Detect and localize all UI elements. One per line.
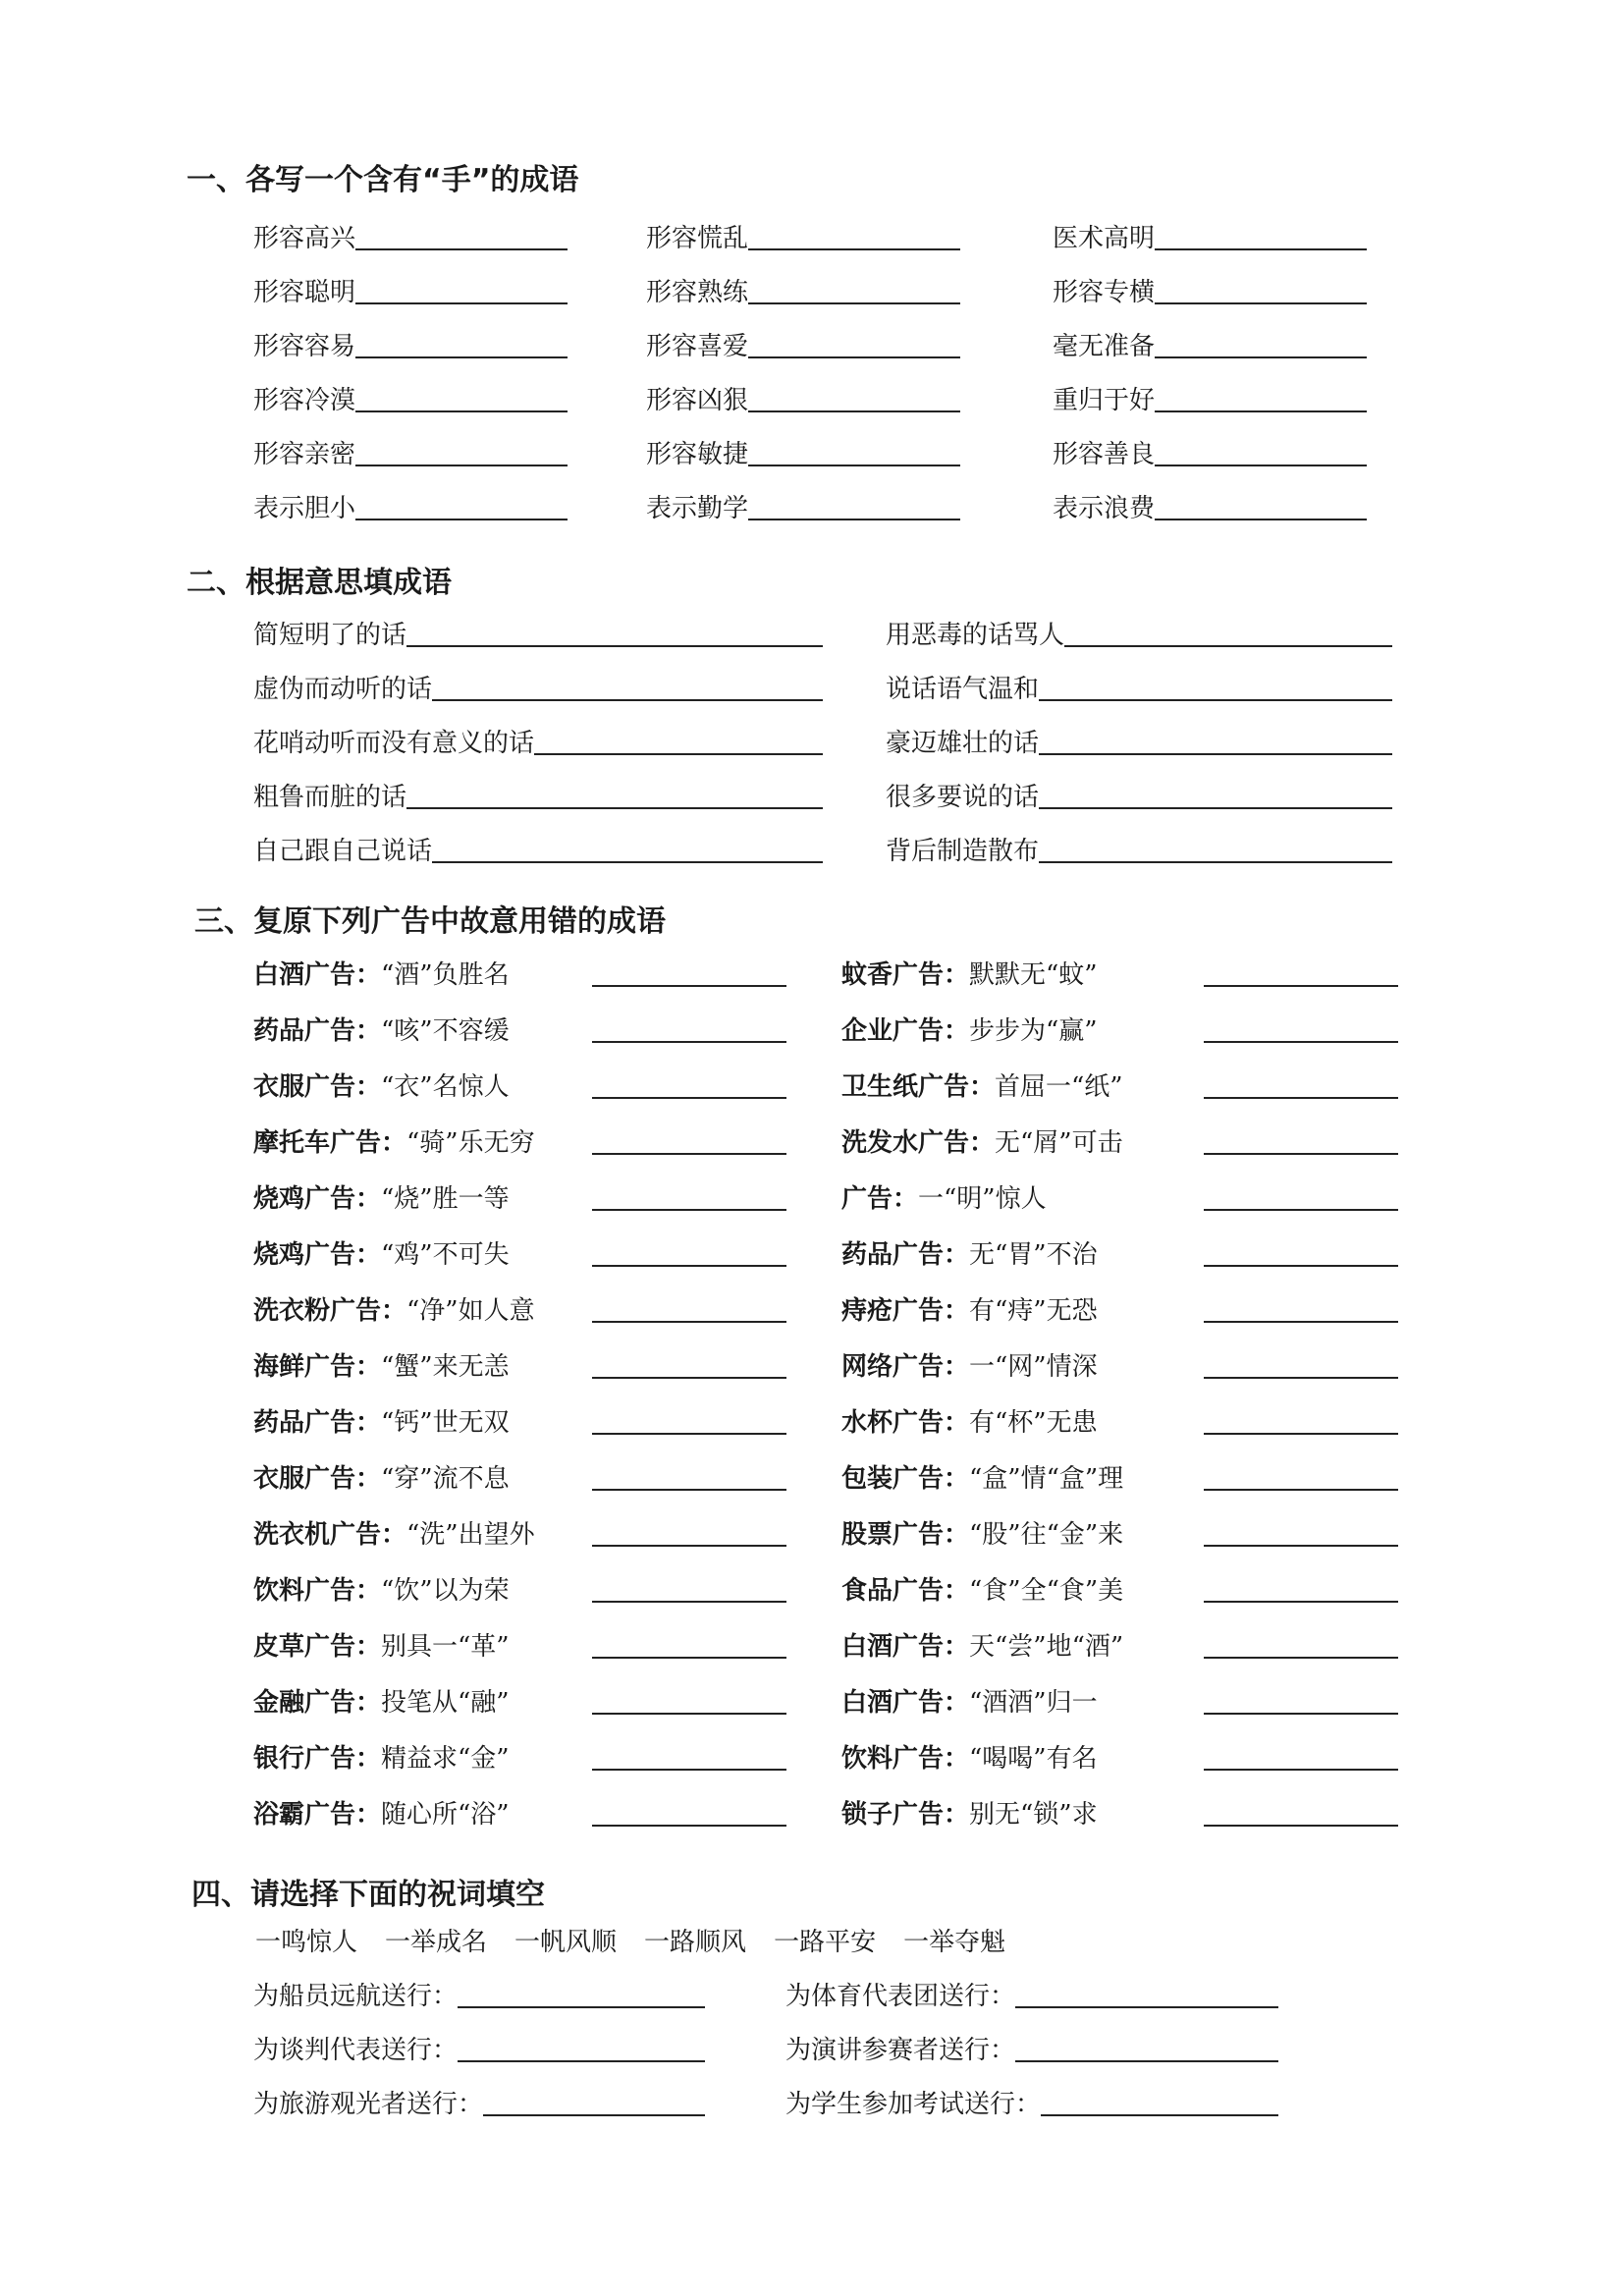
meaning-item	[253, 829, 823, 868]
answer-blank[interactable]	[748, 248, 960, 250]
ad-category: 蚊香广告：	[841, 960, 970, 990]
ad-item	[253, 1736, 510, 1776]
answer-blank[interactable]	[355, 356, 568, 358]
answer-blank[interactable]	[592, 1321, 786, 1323]
ad-item	[253, 1792, 510, 1831]
answer-blank[interactable]	[592, 1489, 786, 1491]
answer-blank[interactable]	[1204, 1041, 1398, 1043]
answer-blank[interactable]	[355, 302, 568, 304]
meaning-item-label: 自己跟自己说话	[253, 837, 433, 866]
answer-blank[interactable]	[592, 1097, 786, 1099]
idiom-item-label: 形容熟练	[646, 278, 749, 307]
ad-category: 衣服广告：	[253, 1464, 382, 1494]
ad-category: 浴霸广告：	[253, 1800, 382, 1830]
section3-title: 三、复原下列广告中故意用错的成语	[194, 904, 666, 939]
answer-blank[interactable]	[1155, 465, 1367, 466]
answer-blank[interactable]	[1039, 753, 1392, 755]
ad-slogan: “烧”胜一等	[381, 1184, 510, 1214]
answer-blank[interactable]	[592, 1825, 786, 1827]
idiom-item	[1053, 216, 1367, 255]
answer-blank[interactable]	[748, 519, 960, 520]
send-off-item	[785, 2082, 1278, 2121]
answer-blank[interactable]	[592, 1433, 786, 1435]
answer-blank[interactable]	[592, 985, 786, 987]
answer-blank[interactable]	[1204, 1153, 1398, 1155]
ad-slogan: 精益求“金”	[381, 1744, 510, 1774]
answer-blank[interactable]	[1204, 1601, 1398, 1603]
answer-blank[interactable]	[458, 2060, 705, 2062]
ad-item	[253, 1456, 510, 1496]
meaning-item-label: 花哨动听而没有意义的话	[253, 729, 535, 758]
ad-item	[841, 1512, 1123, 1552]
answer-blank[interactable]	[592, 1601, 786, 1603]
answer-blank[interactable]	[1015, 2060, 1278, 2062]
ad-category: 海鲜广告：	[253, 1352, 382, 1382]
ad-slogan: “衣”名惊人	[381, 1072, 510, 1102]
answer-blank[interactable]	[406, 807, 823, 809]
idiom-item-label: 形容慌乱	[646, 224, 749, 253]
ad-slogan: 有“痔”无恐	[969, 1296, 1098, 1326]
meaning-item	[253, 721, 823, 760]
answer-blank[interactable]	[592, 1657, 786, 1659]
idiom-item-label: 形容专横	[1053, 278, 1156, 307]
ad-slogan: 一“网”情深	[969, 1352, 1098, 1382]
blessing-option: 一路平安	[774, 1928, 877, 1957]
meaning-item-label: 豪迈雄壮的话	[886, 729, 1040, 758]
ad-slogan: “股”往“金”来	[969, 1520, 1124, 1550]
answer-blank[interactable]	[1204, 1097, 1398, 1099]
answer-blank[interactable]	[592, 1545, 786, 1547]
ad-slogan: “鸡”不可失	[381, 1240, 510, 1270]
ad-category: 锁子广告：	[841, 1800, 970, 1830]
meaning-item	[253, 667, 823, 706]
ad-item	[841, 1568, 1123, 1608]
blessing-option: 一路顺风	[644, 1928, 747, 1957]
meaning-item-label: 说话语气温和	[886, 675, 1040, 704]
ad-item	[841, 953, 1098, 992]
idiom-item	[253, 378, 568, 417]
ad-item	[253, 1568, 510, 1608]
ad-category: 白酒广告：	[253, 960, 382, 990]
send-off-item	[253, 2082, 705, 2121]
idiom-item-label: 形容容易	[253, 332, 356, 361]
ad-category: 食品广告：	[841, 1576, 970, 1606]
ad-slogan: 别无“锁”求	[969, 1800, 1098, 1830]
answer-blank[interactable]	[1204, 1545, 1398, 1547]
ad-category: 烧鸡广告：	[253, 1240, 382, 1270]
answer-blank[interactable]	[1155, 410, 1367, 412]
ad-category: 药品广告：	[253, 1016, 382, 1046]
answer-blank[interactable]	[1039, 807, 1392, 809]
answer-blank[interactable]	[1204, 1489, 1398, 1491]
answer-blank[interactable]	[1204, 1265, 1398, 1267]
ad-item	[253, 1288, 535, 1328]
ad-slogan: 随心所“浴”	[381, 1800, 510, 1830]
blessing-option: 一举夺魁	[903, 1928, 1006, 1957]
ad-category: 饮料广告：	[841, 1744, 970, 1774]
idiom-item	[253, 216, 568, 255]
ad-item	[253, 953, 510, 992]
answer-blank[interactable]	[592, 1041, 786, 1043]
ad-item	[253, 1512, 535, 1552]
answer-blank[interactable]	[1155, 302, 1367, 304]
answer-blank[interactable]	[1204, 1713, 1398, 1715]
send-off-item-label: 为学生参加考试送行：	[785, 2090, 1042, 2119]
send-off-item-label: 为旅游观光者送行：	[253, 2090, 484, 2119]
meaning-item	[886, 613, 1392, 652]
ad-category: 股票广告：	[841, 1520, 970, 1550]
meaning-item	[886, 775, 1392, 814]
answer-blank[interactable]	[1155, 356, 1367, 358]
idiom-item	[253, 324, 568, 363]
ad-item	[841, 1624, 1123, 1664]
ad-slogan: “饮”以为荣	[381, 1576, 510, 1606]
ad-slogan: “酒酒”归一	[969, 1688, 1098, 1718]
ad-category: 洗衣机广告：	[253, 1520, 407, 1550]
meaning-item-label: 虚伪而动听的话	[253, 675, 433, 704]
ad-category: 皮草广告：	[253, 1632, 382, 1662]
ad-slogan: “洗”出望外	[406, 1520, 535, 1550]
answer-blank[interactable]	[1204, 1825, 1398, 1827]
ad-category: 白酒广告：	[841, 1688, 970, 1718]
idiom-item	[646, 216, 960, 255]
ad-item	[253, 1624, 510, 1664]
answer-blank[interactable]	[406, 645, 823, 647]
answer-blank[interactable]	[458, 2006, 705, 2008]
ad-category: 饮料广告：	[253, 1576, 382, 1606]
answer-blank[interactable]	[1039, 861, 1392, 863]
ad-item	[253, 1680, 510, 1720]
answer-blank[interactable]	[534, 753, 823, 755]
idiom-item	[1053, 486, 1367, 525]
idiom-item-label: 形容高兴	[253, 224, 356, 253]
idiom-item-label: 形容聪明	[253, 278, 356, 307]
ad-item	[253, 1009, 510, 1048]
blessing-option: 一帆风顺	[514, 1928, 618, 1957]
answer-blank[interactable]	[1204, 1769, 1398, 1771]
ad-slogan: 天“尝”地“酒”	[969, 1632, 1124, 1662]
meaning-item-label: 很多要说的话	[886, 783, 1040, 812]
ad-slogan: 一“明”惊人	[918, 1184, 1047, 1214]
ad-item	[253, 1121, 535, 1160]
answer-blank[interactable]	[355, 465, 568, 466]
answer-blank[interactable]	[1204, 1209, 1398, 1211]
ad-slogan: 无“屑”可击	[995, 1128, 1123, 1158]
ad-item	[841, 1009, 1098, 1048]
idiom-item	[646, 270, 960, 309]
ad-category: 白酒广告：	[841, 1632, 970, 1662]
answer-blank[interactable]	[355, 519, 568, 520]
ad-slogan: “咳”不容缓	[381, 1016, 510, 1046]
meaning-item-label: 简短明了的话	[253, 621, 407, 650]
ad-slogan: 首屈一“纸”	[995, 1072, 1123, 1102]
ad-item	[841, 1344, 1098, 1384]
ad-slogan: 步步为“赢”	[969, 1016, 1098, 1046]
send-off-item	[785, 2028, 1278, 2067]
blessing-choices	[255, 1922, 1005, 1958]
ad-category: 洗衣粉广告：	[253, 1296, 407, 1326]
ad-category: 广告：	[841, 1184, 919, 1214]
idiom-item	[646, 324, 960, 363]
idiom-item-label: 重归于好	[1053, 386, 1156, 415]
ad-item	[841, 1176, 1047, 1216]
answer-blank[interactable]	[592, 1265, 786, 1267]
meaning-item	[886, 829, 1392, 868]
idiom-item-label: 形容敏捷	[646, 440, 749, 469]
ad-category: 网络广告：	[841, 1352, 970, 1382]
answer-blank[interactable]	[1204, 1321, 1398, 1323]
idiom-item-label: 形容亲密	[253, 440, 356, 469]
ad-slogan: 有“杯”无患	[969, 1408, 1098, 1438]
answer-blank[interactable]	[592, 1209, 786, 1211]
ad-slogan: 默默无“蚊”	[969, 960, 1098, 990]
send-off-item-label: 为谈判代表送行：	[253, 2036, 459, 2065]
ad-slogan: “穿”流不息	[381, 1464, 510, 1494]
idiom-item	[1053, 324, 1367, 363]
ad-item	[253, 1176, 510, 1216]
ad-slogan: “喝喝”有名	[969, 1744, 1098, 1774]
idiom-item-label: 表示胆小	[253, 494, 356, 523]
ad-category: 药品广告：	[841, 1240, 970, 1270]
send-off-item-label: 为体育代表团送行：	[785, 1982, 1016, 2011]
answer-blank[interactable]	[1204, 985, 1398, 987]
ad-category: 银行广告：	[253, 1744, 382, 1774]
ad-item	[841, 1065, 1123, 1104]
idiom-item-label: 表示浪费	[1053, 494, 1156, 523]
ad-category: 烧鸡广告：	[253, 1184, 382, 1214]
answer-blank[interactable]	[748, 410, 960, 412]
idiom-item	[646, 378, 960, 417]
answer-blank[interactable]	[432, 699, 823, 701]
send-off-item-label: 为船员远航送行：	[253, 1982, 459, 2011]
ad-item	[841, 1288, 1098, 1328]
answer-blank[interactable]	[592, 1769, 786, 1771]
ad-category: 衣服广告：	[253, 1072, 382, 1102]
ad-slogan: “净”如人意	[406, 1296, 535, 1326]
ad-category: 洗发水广告：	[841, 1128, 996, 1158]
answer-blank[interactable]	[1204, 1657, 1398, 1659]
meaning-item	[886, 667, 1392, 706]
section1-title: 一、各写一个含有“手”的成语	[187, 163, 579, 197]
meaning-item-label: 粗鲁而脏的话	[253, 783, 407, 812]
ad-slogan: “酒”负胜名	[381, 960, 510, 990]
ad-item	[841, 1400, 1098, 1440]
ad-category: 金融广告：	[253, 1688, 382, 1718]
ad-item	[253, 1232, 510, 1272]
answer-blank[interactable]	[1064, 645, 1392, 647]
idiom-item-label: 形容冷漠	[253, 386, 356, 415]
ad-category: 卫生纸广告：	[841, 1072, 996, 1102]
ad-item	[841, 1121, 1123, 1160]
idiom-item-label: 形容善良	[1053, 440, 1156, 469]
section4-title: 四、请选择下面的祝词填空	[191, 1878, 545, 1912]
idiom-item-label: 形容凶狠	[646, 386, 749, 415]
answer-blank[interactable]	[1204, 1433, 1398, 1435]
idiom-item-label: 医术高明	[1053, 224, 1156, 253]
meaning-item	[253, 775, 823, 814]
meaning-item	[886, 721, 1392, 760]
ad-item	[253, 1065, 510, 1104]
idiom-item-label: 形容喜爱	[646, 332, 749, 361]
ad-item	[841, 1456, 1123, 1496]
idiom-item	[1053, 378, 1367, 417]
answer-blank[interactable]	[1041, 2114, 1278, 2116]
answer-blank[interactable]	[1204, 1377, 1398, 1379]
answer-blank[interactable]	[592, 1153, 786, 1155]
ad-slogan: “盒”情“盒”理	[969, 1464, 1124, 1494]
ad-item	[841, 1792, 1098, 1831]
meaning-item-label: 用恶毒的话骂人	[886, 621, 1065, 650]
send-off-item	[253, 2028, 705, 2067]
ad-category: 摩托车广告：	[253, 1128, 407, 1158]
ad-category: 企业广告：	[841, 1016, 970, 1046]
ad-slogan: 投笔从“融”	[381, 1688, 510, 1718]
ad-category: 痔疮广告：	[841, 1296, 970, 1326]
idiom-item-label: 毫无准备	[1053, 332, 1156, 361]
ad-category: 水杯广告：	[841, 1408, 970, 1438]
answer-blank[interactable]	[355, 248, 568, 250]
send-off-item	[253, 1974, 705, 2013]
ad-slogan: 无“胃”不治	[969, 1240, 1098, 1270]
ad-slogan: “骑”乐无穷	[406, 1128, 535, 1158]
idiom-item	[253, 486, 568, 525]
answer-blank[interactable]	[483, 2114, 705, 2116]
meaning-item-label: 背后制造散布	[886, 837, 1040, 866]
answer-blank[interactable]	[1155, 248, 1367, 250]
idiom-item	[646, 486, 960, 525]
answer-blank[interactable]	[592, 1377, 786, 1379]
answer-blank[interactable]	[748, 302, 960, 304]
ad-slogan: “食”全“食”美	[969, 1576, 1124, 1606]
idiom-item	[253, 270, 568, 309]
answer-blank[interactable]	[432, 861, 823, 863]
ad-category: 包装广告：	[841, 1464, 970, 1494]
ad-slogan: “蟹”来无恙	[381, 1352, 510, 1382]
ad-item	[253, 1344, 510, 1384]
blessing-option: 一鸣惊人	[255, 1928, 358, 1957]
send-off-item-label: 为演讲参赛者送行：	[785, 2036, 1016, 2065]
answer-blank[interactable]	[1155, 519, 1367, 520]
ad-item	[841, 1232, 1098, 1272]
idiom-item	[1053, 432, 1367, 471]
meaning-item	[253, 613, 823, 652]
ad-item	[253, 1400, 510, 1440]
blessing-option: 一举成名	[385, 1928, 488, 1957]
ad-slogan: 别具一“革”	[381, 1632, 510, 1662]
idiom-item-label: 表示勤学	[646, 494, 749, 523]
ad-category: 药品广告：	[253, 1408, 382, 1438]
answer-blank[interactable]	[1039, 699, 1392, 701]
answer-blank[interactable]	[355, 410, 568, 412]
idiom-item	[1053, 270, 1367, 309]
answer-blank[interactable]	[748, 356, 960, 358]
idiom-item	[646, 432, 960, 471]
answer-blank[interactable]	[748, 465, 960, 466]
section2-title: 二、根据意思填成语	[187, 566, 452, 600]
idiom-item	[253, 432, 568, 471]
answer-blank[interactable]	[1015, 2006, 1278, 2008]
answer-blank[interactable]	[592, 1713, 786, 1715]
ad-item	[841, 1736, 1098, 1776]
ad-item	[841, 1680, 1098, 1720]
send-off-item	[785, 1974, 1278, 2013]
ad-slogan: “钙”世无双	[381, 1408, 510, 1438]
